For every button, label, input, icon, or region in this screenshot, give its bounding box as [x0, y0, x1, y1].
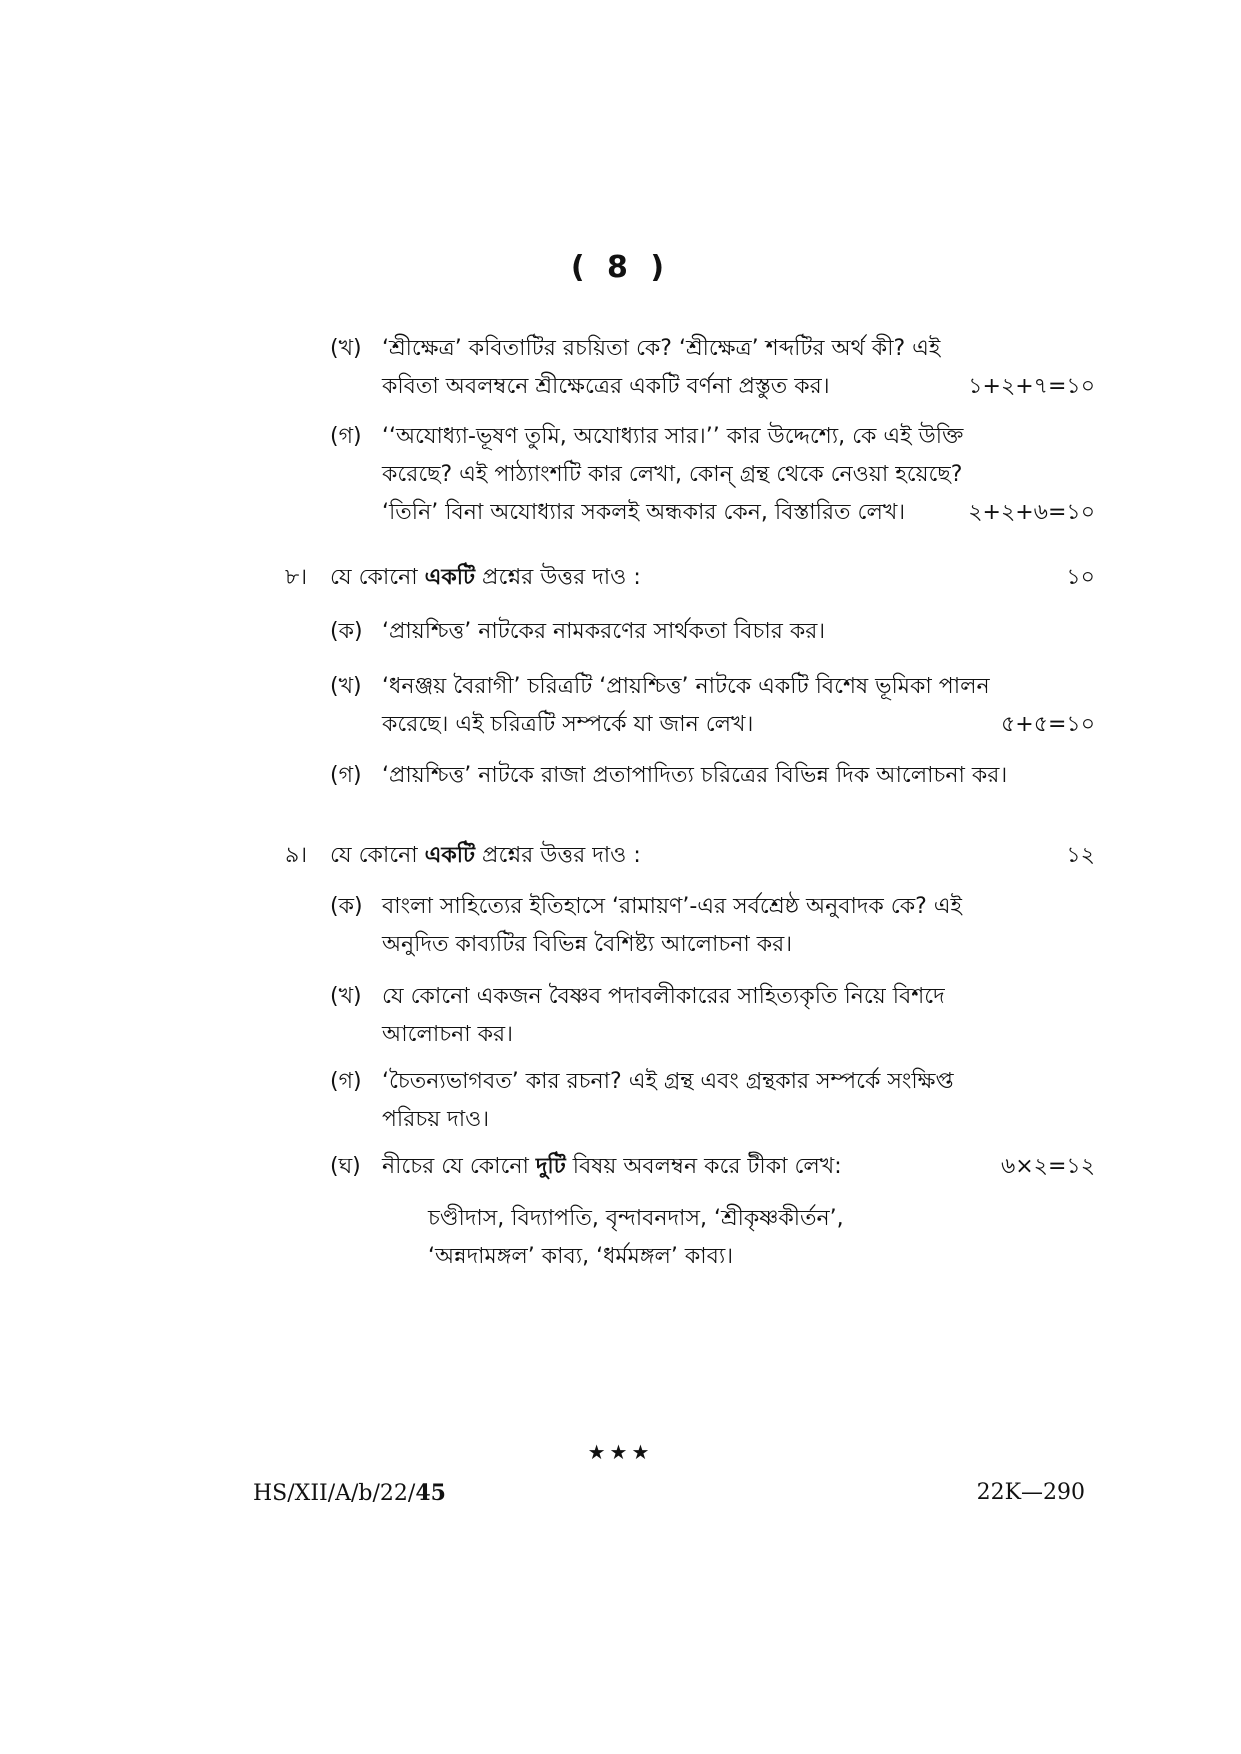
q9-ga-label: (গ) [330, 1069, 362, 1094]
q9-ka-line2: অনুদিত কাব্যটির বিভিন্ন বৈশিষ্ট্য আলোচনা কর। [382, 932, 793, 957]
q8-kha-marks: ৫+৫=১০ [1001, 712, 1095, 737]
q9-ga-line2: পরিচয় দাও। [382, 1107, 490, 1132]
q7-kha [330, 330, 1095, 406]
q7-ga-label: (গ) [330, 424, 362, 449]
q9-number: ৯। [285, 843, 308, 868]
q8-ka-line1: ‘প্রায়শ্চিত্ত’ নাটকের নামকরণের সার্থকতা বিচার কর। [382, 619, 826, 644]
q9-kha [330, 978, 1095, 1054]
q7-ga [330, 418, 1095, 532]
q8-kha [330, 668, 1095, 744]
q8-kha-line1: ‘ধনঞ্জয় বৈরাগী’ চরিত্রটি ‘প্রায়শ্চিত্ত’ নাটকে একটি বিশেষ ভূমিকা পালন [382, 674, 990, 699]
q7-ga-line2: করেছে? এই পাঠ্যাংশটি কার লেখা, কোন্ গ্রন্থ থেকে নেওয়া হয়েছে? [382, 462, 963, 487]
q9-ga [330, 1063, 1095, 1139]
q8-ka [330, 613, 1095, 651]
q9-marks: ১২ [1066, 843, 1095, 868]
q8-ga-line1: ‘প্রায়শ্চিত্ত’ নাটকে রাজা প্রতাপাদিত্য চরিত্রের বিভিন্ন দিক আলোচনা কর। [382, 763, 1008, 788]
q9-gha [330, 1148, 1095, 1186]
q7-ga-line1: ‘‘অযোধ্যা-ভূষণ তুমি, অযোধ্যার সার।’’ কার উদ্দেশ্যে, কে এই উক্তি [382, 424, 964, 449]
q8-kha-line2: করেছে। এই চরিত্রটি সম্পর্কে যা জান লেখ। [382, 712, 754, 737]
q7-kha-line1: ‘শ্রীক্ষেত্র’ কবিতাটির রচয়িতা কে? ‘শ্রীক্ষেত্র’ শব্দটির অর্থ কী? এই [382, 336, 941, 361]
q9-gha-marks: ৬×২=১২ [1000, 1154, 1095, 1179]
q8-heading [285, 560, 1095, 597]
q9-ga-line1: ‘চৈতন্যভাগবত’ কার রচনা? এই গ্রন্থ এবং গ্রন্থকার সম্পর্কে সংক্ষিপ্ত [382, 1069, 954, 1094]
q7-kha-marks: ১+২+৭=১০ [968, 374, 1095, 399]
q9-gha-label: (ঘ) [330, 1154, 361, 1179]
q7-kha-line2: কবিতা অবলম্বনে শ্রীক্ষেত্রের একটি বর্ণনা প্রস্তুত কর। [382, 374, 830, 399]
q8-ga [330, 757, 1095, 795]
q9-gha-instruction: নীচের যে কোনো দুটি বিষয় অবলম্বন করে টীকা লেখ: [382, 1154, 842, 1179]
q9-ka [330, 888, 1095, 964]
q7-kha-label: (খ) [330, 336, 362, 361]
q7-ga-line3: ‘তিনি’ বিনা অযোধ্যার সকলই অন্ধকার কেন, বিস্তারিত লেখ। [382, 500, 906, 525]
q9-kha-line1: যে কোনো একজন বৈষ্ণব পদাবলীকারের সাহিত্যকৃতি নিয়ে বিশদে [382, 984, 945, 1009]
q9-gha-topics [428, 1200, 1048, 1276]
q9-kha-line2: আলোচনা কর। [382, 1022, 514, 1047]
q9-ka-label: (ক) [330, 894, 363, 919]
q8-marks: ১০ [1066, 565, 1095, 590]
paper-code: HS/XII/A/b/22/45 [253, 1480, 446, 1506]
q9-ka-line1: বাংলা সাহিত্যের ইতিহাসে ‘রামায়ণ’-এর সর্বশ্রেষ্ঠ অনুবাদক কে? এই [382, 894, 962, 919]
topics-line1: চণ্ডীদাস, বিদ্যাপতি, বৃন্দাবনদাস, ‘শ্রীকৃষ্ণকীর্তন’, [428, 1206, 844, 1231]
q9-heading [285, 838, 1095, 875]
print-code: 22K—290 [976, 1480, 1085, 1505]
q7-ga-marks: ২+২+৬=১০ [968, 500, 1095, 525]
q8-instruction: যে কোনো একটি প্রশ্নের উত্তর দাও : [330, 565, 641, 590]
end-stars: ★★★ [587, 1440, 654, 1464]
q8-number: ৮। [285, 565, 308, 590]
q8-ka-label: (ক) [330, 619, 363, 644]
page-number: ( 8 ) [570, 250, 671, 285]
q8-kha-label: (খ) [330, 674, 362, 699]
q9-kha-label: (খ) [330, 984, 362, 1009]
q8-ga-label: (গ) [330, 763, 362, 788]
topics-line2: ‘অন্নদামঙ্গল’ কাব্য, ‘ধর্মমঙ্গল’ কাব্য। [428, 1244, 734, 1269]
q9-instruction: যে কোনো একটি প্রশ্নের উত্তর দাও : [330, 843, 641, 868]
